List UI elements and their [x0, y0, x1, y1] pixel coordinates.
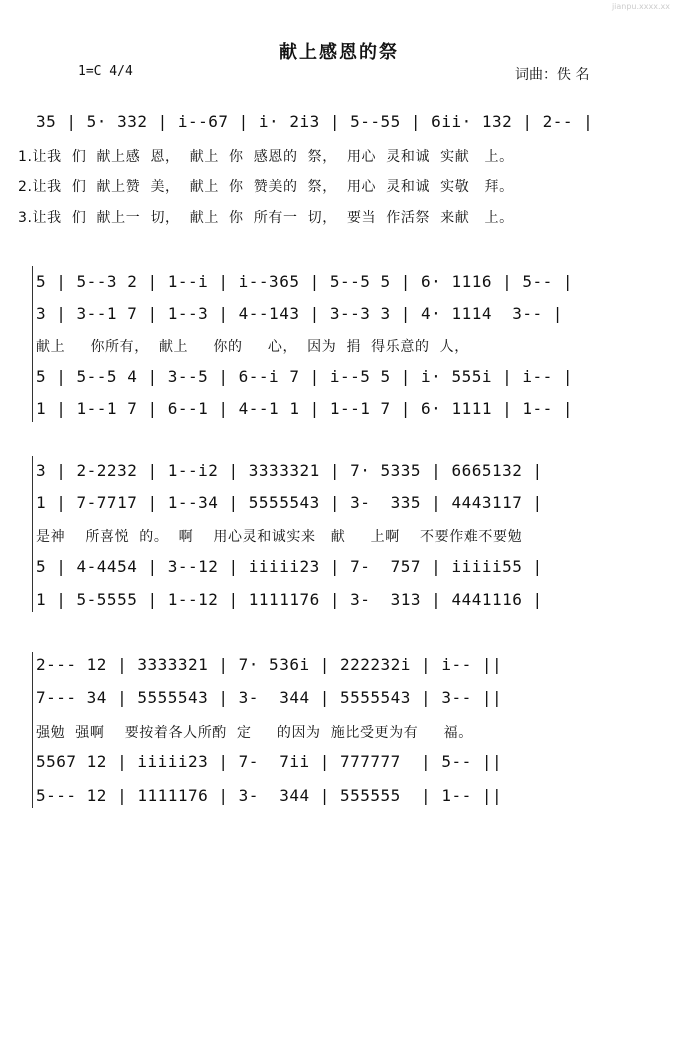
lyric-row: 1.让我 们 献上感 恩， 献上 你 感恩的 祭， 用心 灵和诚 实献 上。	[18, 149, 514, 165]
notes-row: 3 | 3--1 7 | 1--3 | 4--143 | 3--3 3 | 4· 1114 3-- |	[36, 304, 563, 323]
notes-row: 5 | 4-4454 | 3--12 | iiiii23 | 7- 757 | iiiii55 |	[36, 557, 543, 576]
lyric-row: 3.让我 们 献上一 切， 献上 你 所有一 切， 要当 作活祭 来献 上。	[18, 210, 514, 226]
notes-row: 5--- 12 | 1111176 | 3- 344 | 555555 | 1-- ||	[36, 786, 503, 805]
system-bracket	[32, 652, 33, 808]
lyric-row: 献上 你所有， 献上 你的 心， 因为 捐 得乐意的 人，	[36, 339, 469, 355]
lyric-row: 强勉 强啊 要按着各人所酌 定 的因为 施比受更为有 福。	[36, 725, 473, 741]
notes-row: 35 | 5· 332 | i--67 | i· 2i3 | 5--55 | 6ii· 132 | 2-- |	[36, 112, 594, 131]
lyric-row: 是神 所喜悦 的。 啊 用心灵和诚实来 献 上啊 不要作难不要勉	[36, 529, 523, 545]
system-bracket	[32, 266, 33, 422]
notes-row: 1 | 5-5555 | 1--12 | 1111176 | 3- 313 | 4441116 |	[36, 590, 543, 609]
watermark: jianpu.xxxx.xx	[611, 2, 670, 11]
lyric-row: 2.让我 们 献上赞 美， 献上 你 赞美的 祭， 用心 灵和诚 实敬 拜。	[18, 179, 514, 195]
notes-row: 1 | 7-7717 | 1--34 | 5555543 | 3- 335 | 4443117 |	[36, 493, 543, 512]
notes-row: 3 | 2-2232 | 1--i2 | 3333321 | 7· 5335 | 6665132 |	[36, 461, 543, 480]
key-time-signature: 1=C 4/4	[78, 64, 133, 79]
notes-row: 7--- 34 | 5555543 | 3- 344 | 5555543 | 3-- ||	[36, 688, 503, 707]
song-title: 献上感恩的祭	[279, 42, 399, 63]
notes-row: 2--- 12 | 3333321 | 7· 536i | 222232i | i-- ||	[36, 655, 503, 674]
notes-row: 5 | 5--5 4 | 3--5 | 6--i 7 | i--5 5 | i· 555i | i-- |	[36, 367, 574, 386]
notes-row: 1 | 1--1 7 | 6--1 | 4--1 1 | 1--1 7 | 6· 1111 | 1-- |	[36, 399, 574, 418]
notes-row: 5567 12 | iiiii23 | 7- 7ii | 777777 | 5-- ||	[36, 752, 503, 771]
notes-row: 5 | 5--3 2 | 1--i | i--365 | 5--5 5 | 6· 1116 | 5-- |	[36, 272, 574, 291]
system-bracket	[32, 456, 33, 612]
credits: 词曲：佚 名	[515, 67, 590, 83]
